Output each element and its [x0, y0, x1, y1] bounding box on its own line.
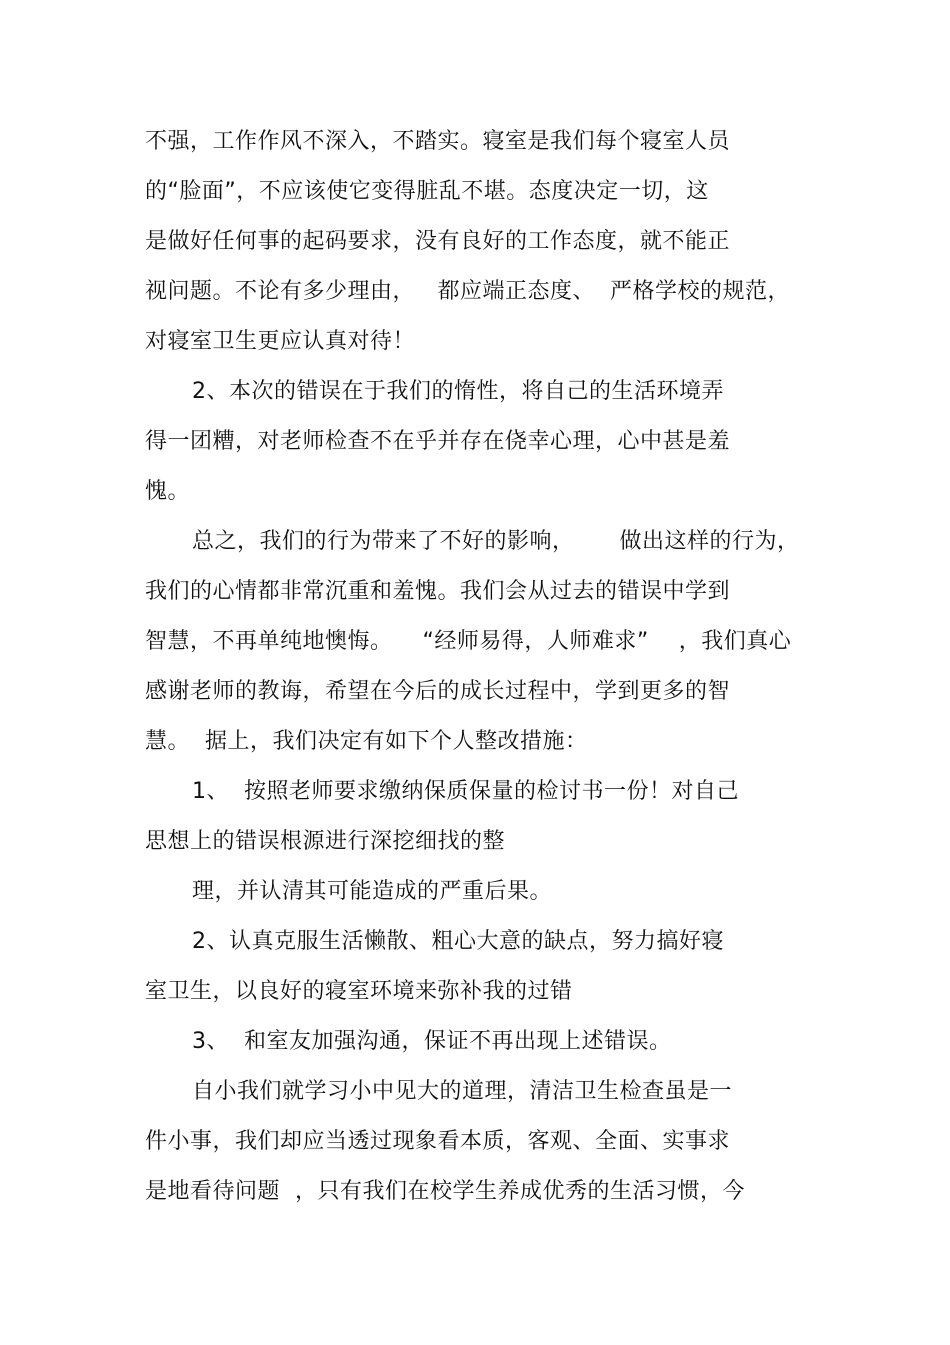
text-line: 愧。 [145, 479, 191, 504]
text-line: 的“脸面”，不应该使它变得脏乱不堪。态度决定一切，这 [145, 179, 709, 204]
text-line: 不强，工作作风不深入，不踏实。寝室是我们每个寝室人员 [145, 129, 731, 154]
text-line: 室卫生，以良好的寝室环境来弥补我的过错 [145, 979, 573, 1004]
text-line: 对寝室卫生更应认真对待！ [145, 329, 416, 354]
text-line: 是地看待问题 ，只有我们在校学生养成优秀的生活习惯，今 [145, 1179, 745, 1204]
text-line: 2、认真克服生活懒散、粗心大意的缺点，努力搞好寝 [192, 929, 724, 954]
text-line: 自小我们就学习小中见大的道理，清洁卫生检查虽是一 [192, 1079, 733, 1104]
text-line: 我们的心情都非常沉重和羞愧。我们会从过去的错误中学到 [145, 579, 731, 604]
text-line: 视问题。不论有多少理由， 都应端正态度、 严格学校的规范， [145, 279, 790, 304]
text-line: 3、 和室友加强沟通，保证不再出现上述错误。 [192, 1029, 672, 1054]
text-line: 感谢老师的教诲，希望在今后的成长过程中，学到更多的智 [145, 679, 731, 704]
text-line: 1、 按照老师要求缴纳保质保量的检讨书一份！对自己 [192, 779, 739, 804]
text-line: 慧。 据上，我们决定有如下个人整改措施： [145, 729, 588, 754]
text-line: 理，并认清其可能造成的严重后果。 [192, 879, 553, 904]
text-line: 智慧，不再单纯地懊悔。 “经师易得，人师难求” ，我们真心 [145, 629, 792, 654]
text-line: 2、本次的错误在于我们的惰性，将自己的生活环境弄 [192, 379, 724, 404]
text-line: 得一团糟，对老师检查不在乎并存在侥幸心理，心中甚是羞 [145, 429, 731, 454]
text-line: 思想上的错误根源进行深挖细找的整 [145, 829, 506, 854]
text-line: 总之，我们的行为带来了不好的影响， 做出这样的行为， [192, 529, 800, 554]
text-line: 件小事，我们却应当透过现象看本质，客观、全面、实事求 [145, 1129, 731, 1154]
text-line: 是做好任何事的起码要求，没有良好的工作态度，就不能正 [145, 229, 731, 254]
